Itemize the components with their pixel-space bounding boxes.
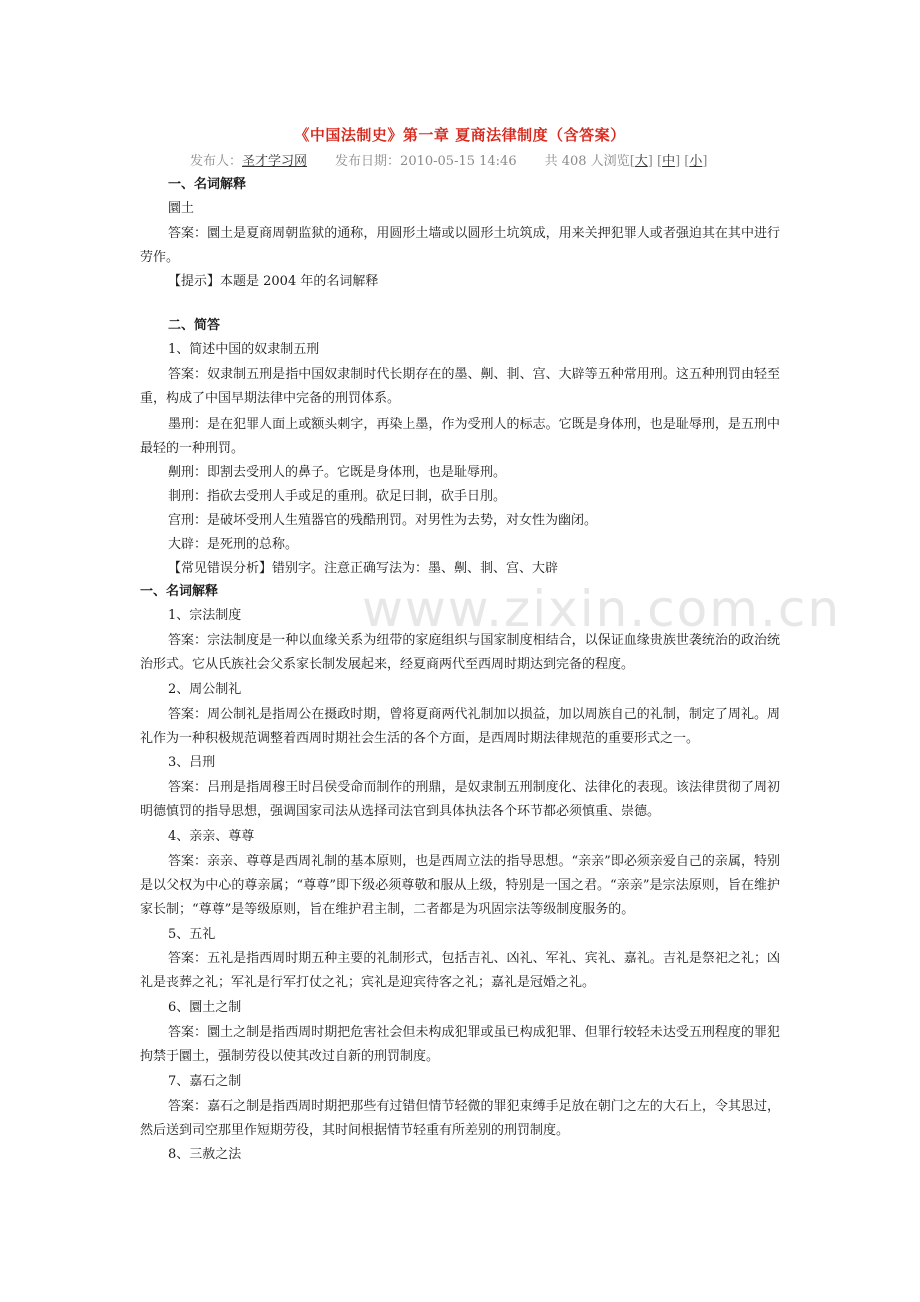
font-size-medium-link[interactable]: 中 [662, 154, 676, 169]
article-body [140, 174, 780, 1168]
question-title: 1、简述中国的奴隶制五刑 [168, 341, 320, 357]
answer-paragraph: 答案：圜土之制是指西周时期把危害社会但未构成犯罪或虽已构成犯罪、但罪行较轻未达受五刑程度的罪犯拘禁于圜土，强制劳役以使其改过自新的刑罚制度。 [140, 1024, 780, 1064]
punishment-mo: 墨刑：是在犯罪人面上或额头刺字，再染上墨，作为受刑人的标志。它既是身体刑，也是耻辱刑，是五刑中最轻的一种刑罚。 [140, 416, 780, 456]
punishment-yi: 劓刑：即割去受刑人的鼻子。它既是身体刑，也是耻辱刑。 [168, 465, 507, 481]
section-heading: 二、简答 [168, 318, 221, 334]
hint-text: 【提示】本题是 2004 年的名词解释 [168, 274, 379, 290]
answer-paragraph: 答案：五礼是指西周时期五种主要的礼制形式，包括吉礼、凶礼、军礼、宾礼、嘉礼。吉礼是祭祀之礼；凶礼是丧葬之礼；军礼是行军打仗之礼；宾礼是迎宾待客之礼；嘉礼是冠婚之礼。 [140, 951, 780, 991]
answer-paragraph: 答案：周公制礼是指周公在摄政时期，曾将夏商两代礼制加以损益，加以周族自己的礼制，制定了周礼。周礼作为一种积极规范调整着西周时期社会生活的各个方面，是西周时期法律规范的重要形式之一。 [140, 706, 780, 746]
term-title: 8、三赦之法 [168, 1147, 242, 1163]
answer-paragraph: 答案：宗法制度是一种以血缘关系为纽带的家庭组织与国家制度相结合，以保证血缘贵族世袭统治的政治统治形式。它从氏族社会父系家长制发展起来，经夏商两代至西周时期达到完备的程度。 [140, 632, 780, 672]
watermark: www.zixin.com.cn [362, 580, 842, 638]
term-title: 圜土 [168, 200, 195, 216]
term-title: 2、周公制礼 [168, 681, 242, 697]
term-title: 3、吕刑 [168, 755, 216, 771]
section-heading: 一、名词解释 [168, 177, 247, 192]
term-title: 1、宗法制度 [168, 608, 242, 624]
term-title: 4、亲亲、尊尊 [168, 828, 255, 844]
view-count: 共 408 人浏览 [544, 154, 630, 169]
publisher-label: 发布人： [190, 154, 243, 169]
term-title: 6、圜土之制 [168, 1000, 242, 1016]
punishment-fei: 剕刑：指砍去受刑人手或足的重刑。砍足曰剕，砍手日刖。 [168, 489, 507, 505]
date-label: 发布日期： [335, 154, 401, 169]
term-title: 5、五礼 [168, 926, 216, 942]
error-analysis: 【常见错误分析】错别字。注意正确写法为：墨、劓、剕、宫、大辟 [168, 560, 559, 576]
answer-paragraph: 答案：嘉石之制是指西周时期把那些有过错但情节轻微的罪犯束缚手足放在朝门之左的大石上，令其思过，然后送到司空那里作短期劳役，其时间根据情节轻重有所差别的刑罚制度。 [140, 1098, 780, 1138]
font-size-small-link[interactable]: 小 [689, 154, 703, 169]
punishment-gong: 宫刑：是破坏受刑人生殖器官的残酷刑罚。对男性为去势，对女性为幽闭。 [168, 512, 598, 528]
publish-date: 2010-05-15 14:46 [400, 154, 517, 169]
section-heading: 一、名词解释 [140, 584, 219, 600]
font-size-large-link[interactable]: 大 [634, 154, 648, 169]
publisher-link[interactable]: 圣才学习网 [242, 154, 308, 169]
answer-paragraph: 答案：圜土是夏商周朝监狱的通称，用圆形土墙或以圆形土坑筑成，用来关押犯罪人或者强迫其在其中进行劳作。 [140, 225, 780, 265]
page-title: 《中国法制史》第一章 夏商法律制度（含答案） [294, 126, 626, 144]
punishment-dapi: 大辟：是死刑的总称。 [168, 536, 299, 552]
answer-paragraph: 答案：奴隶制五刑是指中国奴隶制时代长期存在的墨、劓、剕、宫、大辟等五种常用刑。这五种刑罚由轻至重，构成了中国早期法律中完备的刑罚体系。 [140, 366, 780, 406]
answer-paragraph: 答案：吕刑是指周穆王时吕侯受命而制作的刑鼎，是奴隶制五刑制度化、法律化的表现。该法律贯彻了周初明德慎罚的指导思想，强调国家司法从选择司法官到具体执法各个环节都必须慎重、崇德。 [140, 780, 780, 820]
meta-line: 发布人：圣才学习网 发布日期：2010-05-15 14:46 共 408 人浏览[大] [中] [小] [190, 154, 708, 169]
term-title: 7、嘉石之制 [168, 1073, 242, 1089]
answer-paragraph: 答案：亲亲、尊尊是西周礼制的基本原则，也是西周立法的指导思想。“亲亲”即必须亲爱自己的亲属，特别是以父权为中心的尊亲属；“尊尊”即下级必须尊敬和服从上级，特别是一国之君。“亲亲”是宗法原则，旨在维护家长制；“尊尊”是等级原则，旨在维护君主制，二者都是为巩固宗法等级制度服务的。 [140, 853, 780, 917]
